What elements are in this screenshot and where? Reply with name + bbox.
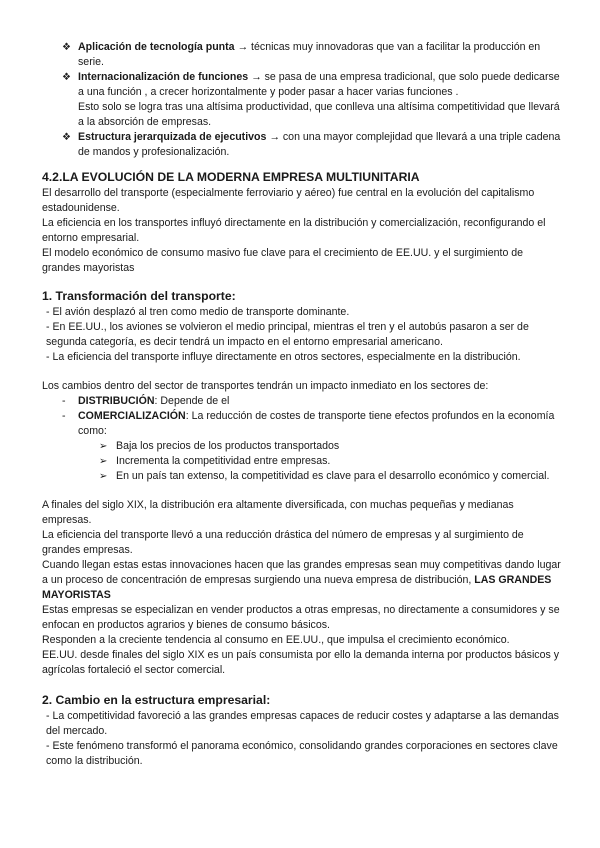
- paragraph: Estas empresas se especializan en vender productos a otras empresas, no directamente a consumidores y se enfocan en productos agrarios y bienes de consumo básicos.: [42, 604, 560, 631]
- bullet-text: → técnicas muy innovadoras que van a facilitar la producción en serie.: [78, 41, 541, 68]
- arrow-text: En un país tan extenso, la competitividad es clave para el desarrollo económico y comercial.: [116, 470, 550, 482]
- paragraph: El desarrollo del transporte (especialmente ferroviario y aéreo) fue central en la evolución del capitalismo estadounidense.: [42, 187, 535, 214]
- arrow-item: [42, 454, 562, 469]
- paragraph: La eficiencia del transporte llevó a una reducción drástica del número de empresas y al surgimiento de grandes empresas.: [42, 529, 524, 556]
- paragraph: - El avión desplazó al tren como medio de transporte dominante.: [46, 306, 350, 318]
- dash-item: [42, 394, 562, 409]
- bullet-term: Estructura jerarquizada de ejecutivos: [78, 131, 267, 143]
- paragraph: - La competitividad favoreció a las grandes empresas capaces de reducir costes y adaptarse a las demandas del mercado.: [46, 710, 559, 737]
- subsection-title: 2. Cambio en la estructura empresarial:: [42, 693, 271, 707]
- paragraph: La eficiencia en los transportes influyó directamente en la distribución y comercialización, reconfigurando el entorno empresarial.: [42, 217, 546, 244]
- paragraph: - La eficiencia del transporte influye directamente en otros sectores, especialmente en la distribución.: [46, 351, 521, 363]
- dash-term: COMERCIALIZACIÓN: [78, 410, 186, 422]
- arrow-bullet-icon: ➢: [99, 456, 108, 467]
- bullet-item: [42, 70, 562, 100]
- arrow-bullet-icon: ➢: [99, 471, 108, 482]
- bullet-text: → se pasa de una empresa tradicional, que solo puede dedicarse a una función , a crecer horizontalmente y poder pasar a hacer varias funciones .: [78, 71, 560, 98]
- diamond-bullet-icon: ❖: [62, 132, 71, 143]
- paragraph-bold: LAS GRANDES MAYORISTAS: [42, 574, 552, 601]
- paragraph: A finales del siglo XIX, la distribución era altamente diversificada, con muchas pequeñas y medianas empresas.: [42, 499, 514, 526]
- arrow-bullet-icon: ➢: [99, 441, 108, 452]
- paragraph-text: Cuando llegan estas estas innovaciones hacen que las grandes empresas sean muy competitivas dando lugar a un proceso de concentración de empresas surgiendo una nueva empresa de distribución,: [42, 559, 561, 586]
- dash-term: DISTRIBUCIÓN: [78, 395, 155, 407]
- arrow-item: [42, 439, 562, 454]
- bullet-term: Aplicación de tecnología punta: [78, 41, 235, 53]
- paragraph: EE.UU. desde finales del siglo XIX es un país consumista por ello la demanda interna por productos básicos y agrícolas fortaleció el sector comercial.: [42, 649, 560, 676]
- paragraph: [42, 558, 562, 603]
- diamond-bullet-icon: ❖: [62, 72, 71, 83]
- bullet-item: [42, 130, 562, 160]
- section-title: 4.2.LA EVOLUCIÓN DE LA MODERNA EMPRESA MULTIUNITARIA: [42, 170, 420, 184]
- arrow-text: Incrementa la competitividad entre empresas.: [116, 455, 331, 467]
- paragraph: Los cambios dentro del sector de transportes tendrán un impacto inmediato en los sectores de:: [42, 380, 489, 392]
- dash-text: : La reducción de costes de transporte tiene efectos profundos en la economía como:: [78, 410, 555, 437]
- diamond-bullet-icon: ❖: [62, 42, 71, 53]
- dash-text: : Depende de el: [154, 395, 230, 407]
- arrow-item: [42, 469, 562, 484]
- paragraph: - En EE.UU., los aviones se volvieron el medio principal, mientras el tren y el autobús pasaron a ser de segunda categoría, es decir tendrá un impacto en el entorno empresarial americano.: [46, 321, 529, 348]
- dash-bullet-icon: -: [62, 410, 66, 422]
- document-page: [42, 40, 562, 769]
- bullet-continuation: Esto solo se logra tras una altísima productividad, que conlleva una altísima competitividad que llevará a la absorción de empresas.: [78, 101, 560, 128]
- arrow-text: Baja los precios de los productos transportados: [116, 440, 340, 452]
- dash-item: [42, 409, 562, 439]
- paragraph: Responden a la creciente tendencia al consumo en EE.UU., que impulsa el crecimiento económico.: [42, 634, 510, 646]
- bullet-term: Internacionalización de funciones: [78, 71, 249, 83]
- dash-bullet-icon: -: [62, 395, 66, 407]
- subsection-title: 1. Transformación del transporte:: [42, 289, 236, 303]
- paragraph: El modelo económico de consumo masivo fue clave para el crecimiento de EE.UU. y el surgimiento de grandes mayoristas: [42, 247, 524, 274]
- bullet-text: → con una mayor complejidad que llevará a una triple cadena de mandos y profesionalización.: [78, 131, 561, 158]
- paragraph: - Este fenómeno transformó el panorama económico, consolidando grandes corporaciones en sectores clave como la distribución.: [46, 740, 558, 767]
- bullet-item: [42, 40, 562, 70]
